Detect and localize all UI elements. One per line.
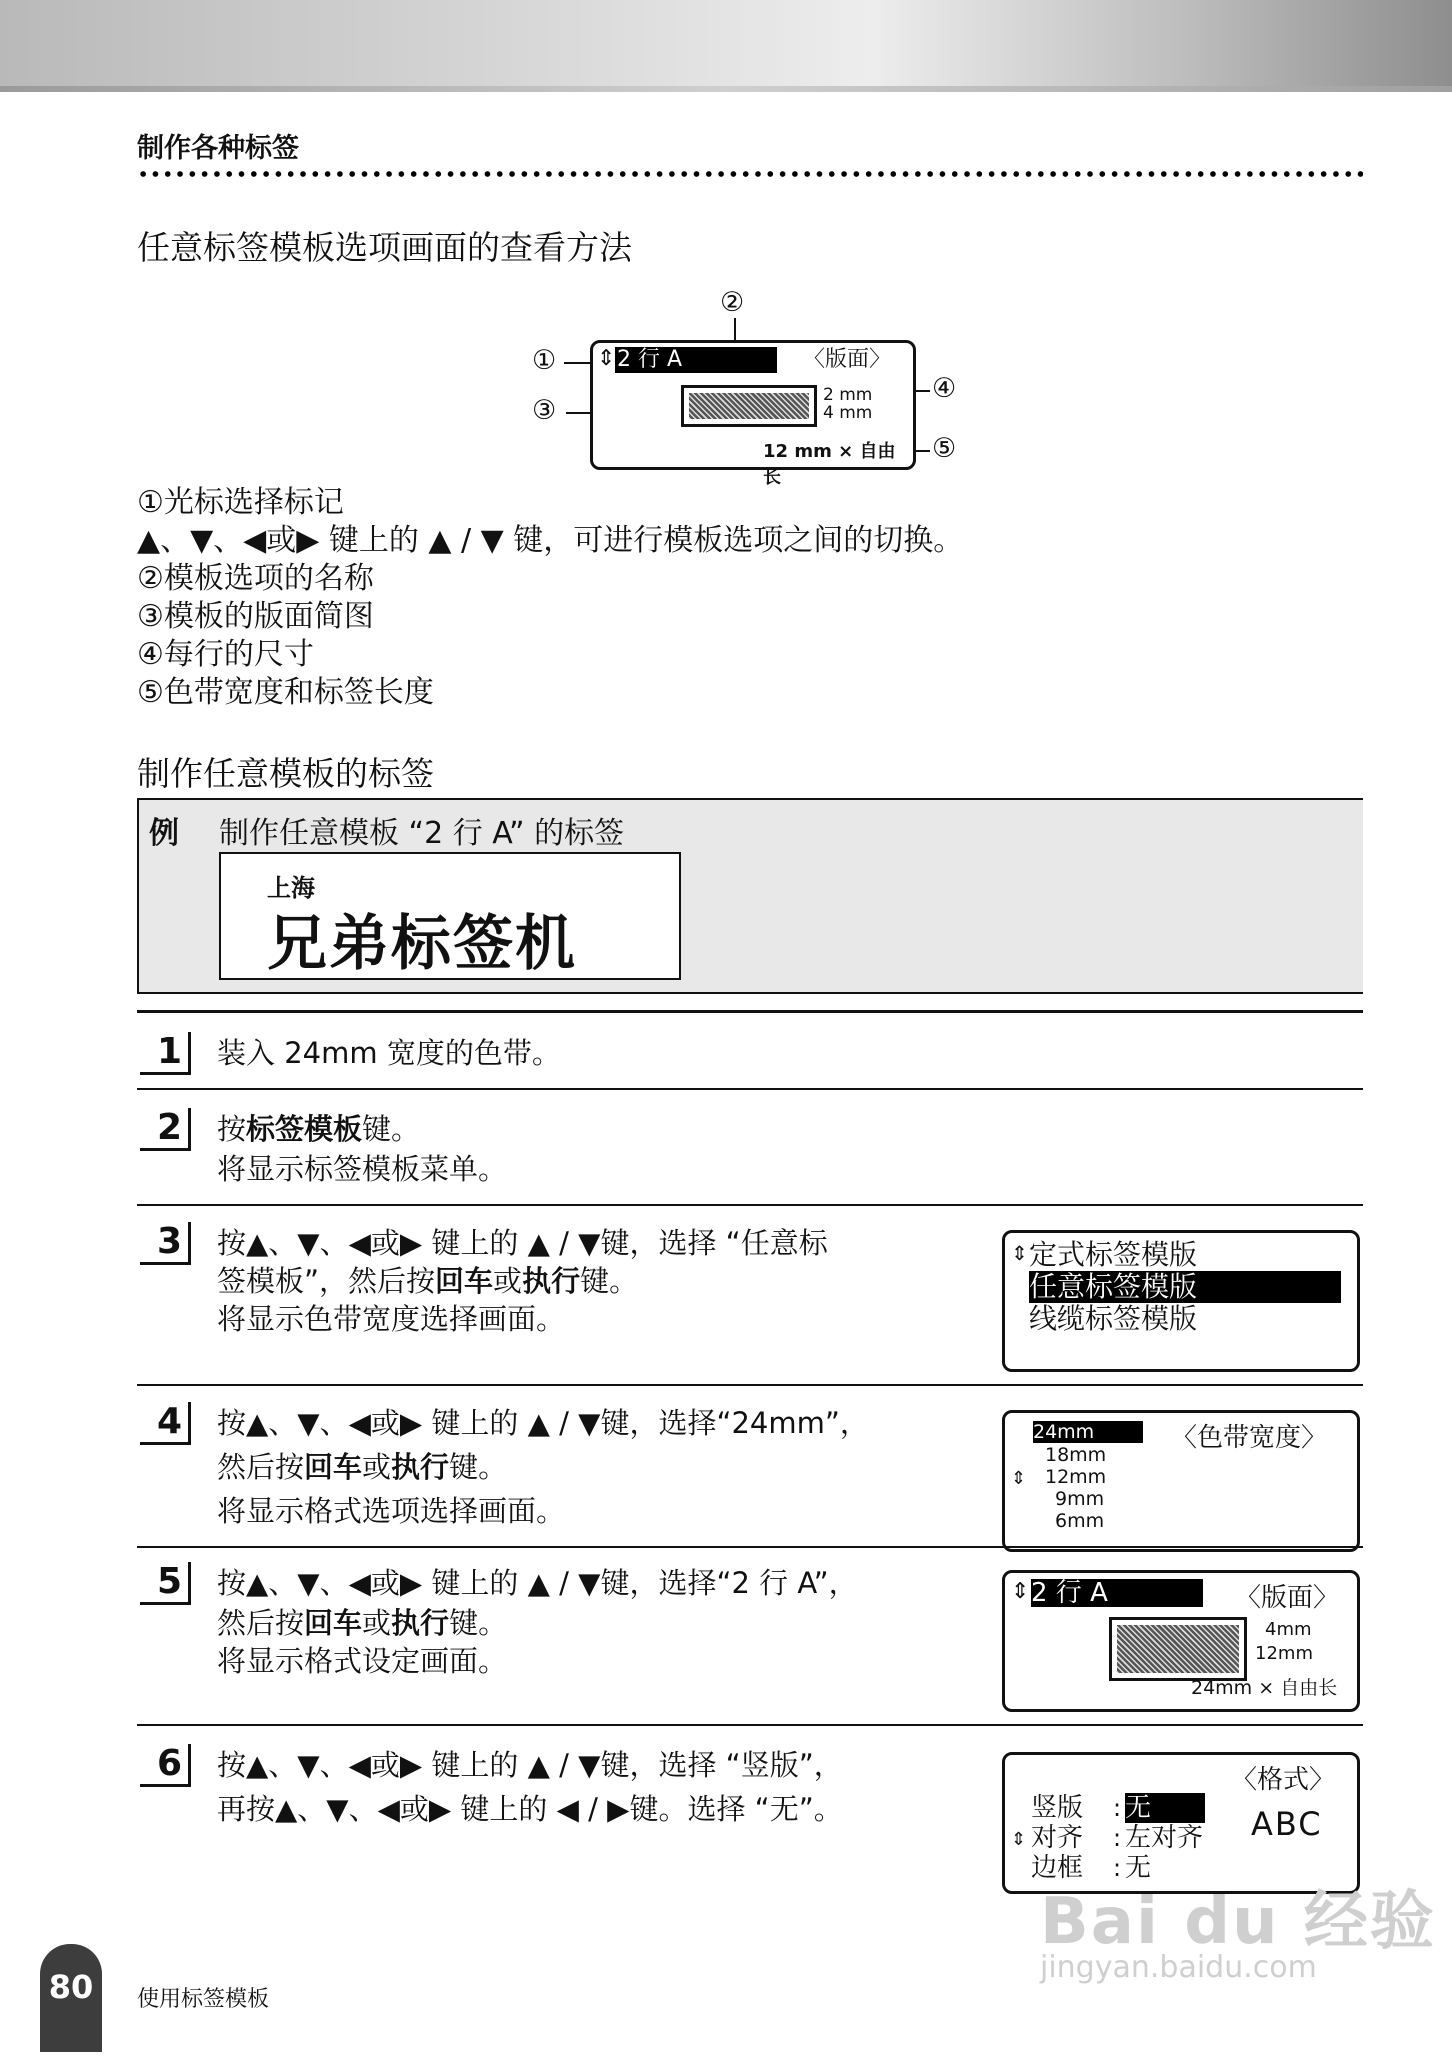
step-number: 2 <box>140 1108 191 1151</box>
text-run: 按 <box>217 1112 247 1146</box>
example-tag: 例 <box>149 816 179 851</box>
lcd-layout-screen <box>1002 1570 1360 1712</box>
format-value: 左对齐 <box>1125 1823 1204 1853</box>
key-name: 执行 <box>522 1264 581 1298</box>
lcd-tape-width <box>1002 1410 1360 1552</box>
steps-top-rule <box>137 1010 1363 1013</box>
tape-length-label: 12 mm × 自由长 <box>763 441 896 488</box>
screen-tag: 〈色带宽度〉 <box>1171 1423 1328 1453</box>
step-text: 按▲、▼、◀或▶ 键上的 ▲ / ▼键，选择 “竖版”， <box>217 1748 843 1782</box>
callout-2: ② <box>720 287 745 318</box>
text-run: 键。 <box>362 1112 421 1146</box>
leader-line <box>564 362 592 364</box>
colon: : <box>1113 1824 1122 1852</box>
leader-line <box>734 318 736 342</box>
scroll-arrows-icon: ⇕ <box>1011 1829 1027 1850</box>
format-preview: ABC <box>1251 1805 1323 1843</box>
text-run: 键。 <box>449 1450 508 1484</box>
text-run: 键。 <box>580 1264 639 1298</box>
lcd-template-menu <box>1002 1230 1360 1372</box>
label-small-text: 上海 <box>267 874 315 902</box>
example-text: 制作任意模板 “2 行 A” 的标签 <box>219 816 625 851</box>
option-name: 2 行 A <box>615 347 777 373</box>
scroll-arrows-icon: ⇕ <box>1011 1241 1028 1265</box>
key-name: 回车 <box>304 1606 363 1640</box>
option-name: 2 行 A <box>1031 1579 1203 1607</box>
step-number: 4 <box>140 1402 191 1445</box>
step-text: 将显示格式选项选择画面。 <box>217 1494 566 1528</box>
screen-tag: 〈版面〉 <box>1235 1583 1340 1613</box>
tape-length-label: 24mm × 自由长 <box>1191 1677 1338 1699</box>
top-banner <box>0 0 1452 92</box>
width-item: 12mm <box>1045 1466 1107 1488</box>
text-run: 然后按 <box>217 1450 305 1484</box>
callout-4: ④ <box>932 373 957 404</box>
screen-tag: 〈格式〉 <box>1231 1765 1336 1795</box>
format-label: 边框 <box>1031 1853 1084 1883</box>
legend-list <box>137 484 963 712</box>
step-text: 将显示标签模板菜单。 <box>217 1152 508 1186</box>
step-divider <box>137 1204 1363 1206</box>
step-text: 按▲、▼、◀或▶ 键上的 ▲ / ▼键，选择“24mm”， <box>217 1406 869 1440</box>
footer-text: 使用标签模板 <box>137 1987 270 2012</box>
menu-item: 线缆标签模版 <box>1029 1302 1198 1335</box>
section-heading-view: 任意标签模板选项画面的查看方法 <box>137 228 632 267</box>
cursor-mark-icon: ⇕ <box>597 346 616 371</box>
key-name: 标签模板 <box>246 1112 363 1146</box>
key-name: 回车 <box>435 1264 494 1298</box>
step-text <box>217 1448 507 1486</box>
layout-thumbnail <box>1109 1617 1247 1681</box>
step-text: 再按▲、▼、◀或▶ 键上的 ◀ / ▶键。选择 “无”。 <box>217 1792 843 1826</box>
example-box <box>137 798 1363 994</box>
legend-item: ▲、▼、◀或▶ 键上的 ▲ / ▼ 键，可进行模板选项之间的切换。 <box>137 523 964 558</box>
step-text: 将显示色带宽度选择画面。 <box>217 1302 566 1336</box>
step-text: 装入 24mm 宽度的色带。 <box>217 1036 561 1070</box>
legend-item: ③模板的版面简图 <box>137 599 374 634</box>
legend-item: ④每行的尺寸 <box>137 637 314 672</box>
menu-item: 定式标签模版 <box>1029 1238 1198 1271</box>
width-item: 18mm <box>1045 1444 1107 1466</box>
text-run: 签模板”，然后按 <box>217 1264 436 1298</box>
label-sample <box>219 852 681 980</box>
label-big-text: 兄弟标签机 <box>267 909 577 979</box>
watermark-logo: Bai du 经验 <box>1040 1885 1436 1959</box>
legend-item: ⑤色带宽度和标签长度 <box>137 675 434 710</box>
step-text <box>217 1262 638 1300</box>
format-value: 无 <box>1125 1853 1152 1883</box>
step-text: 将显示格式设定画面。 <box>217 1644 508 1678</box>
size-line-1: 2 mm <box>823 385 873 405</box>
callout-3: ③ <box>532 395 557 426</box>
chapter-title: 制作各种标签 <box>137 133 299 164</box>
text-run: 然后按 <box>217 1606 305 1640</box>
watermark-url: jingyan.baidu.com <box>1040 1950 1317 1985</box>
cursor-mark-icon: ⇕ <box>1011 1579 1030 1604</box>
section-heading-make: 制作任意模板的标签 <box>137 754 434 793</box>
format-value-selected: 无 <box>1125 1793 1205 1823</box>
callout-1: ① <box>532 345 557 376</box>
page-number-tab <box>40 1944 102 2052</box>
width-item: 6mm <box>1055 1510 1105 1532</box>
format-label: 对齐 <box>1031 1823 1084 1853</box>
size-line-1: 4mm <box>1265 1619 1312 1640</box>
dotted-divider <box>137 170 1363 178</box>
step-number: 6 <box>140 1744 191 1787</box>
text-run: 或 <box>493 1264 523 1298</box>
size-line-2: 12mm <box>1255 1643 1313 1664</box>
legend-item: ②模板选项的名称 <box>137 561 374 596</box>
colon: : <box>1113 1854 1122 1882</box>
key-name: 回车 <box>304 1450 363 1484</box>
layout-thumbnail <box>681 385 817 427</box>
step-divider <box>137 1088 1363 1090</box>
text-run: 键。 <box>449 1606 508 1640</box>
text-run: 或 <box>362 1606 392 1640</box>
width-item-selected: 24mm <box>1033 1421 1143 1443</box>
step-text <box>217 1604 507 1642</box>
step-divider <box>137 1546 1363 1548</box>
text-run: 或 <box>362 1450 392 1484</box>
lcd-layout-diagram <box>590 340 916 488</box>
legend-item: ①光标选择标记 <box>137 485 344 520</box>
step-divider <box>137 1384 1363 1386</box>
callout-5: ⑤ <box>932 433 957 464</box>
step-number: 3 <box>140 1222 191 1265</box>
step-text <box>217 1110 420 1148</box>
key-name: 执行 <box>391 1606 450 1640</box>
colon: : <box>1113 1794 1122 1822</box>
layout-tag: 〈版面〉 <box>803 347 892 372</box>
step-number: 5 <box>140 1562 191 1605</box>
menu-item-selected: 任意标签模版 <box>1029 1271 1341 1303</box>
step-text: 按▲、▼、◀或▶ 键上的 ▲ / ▼键，选择 “任意标 <box>217 1226 828 1260</box>
step-text: 按▲、▼、◀或▶ 键上的 ▲ / ▼键，选择“2 行 A”， <box>217 1566 858 1600</box>
key-name: 执行 <box>391 1450 450 1484</box>
scroll-arrows-icon: ⇕ <box>1011 1468 1027 1489</box>
step-number: 1 <box>140 1032 191 1075</box>
width-item: 9mm <box>1055 1488 1105 1510</box>
format-label: 竖版 <box>1031 1793 1084 1823</box>
page-number: 80 <box>48 1968 94 2006</box>
size-line-2: 4 mm <box>823 403 873 423</box>
step-divider <box>137 1724 1363 1726</box>
